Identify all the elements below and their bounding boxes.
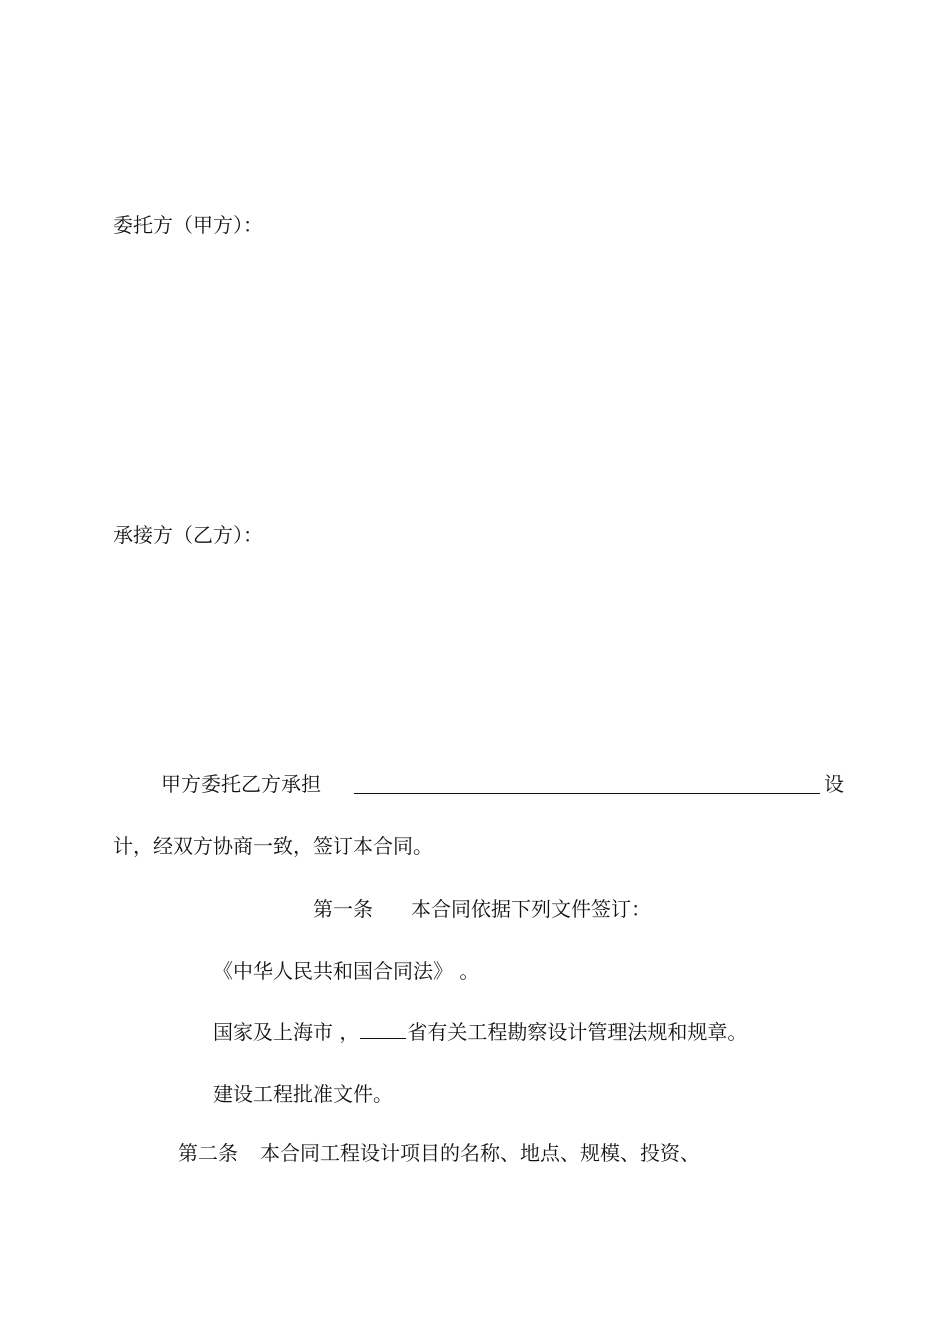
article2-number: 第二条 bbox=[178, 1141, 238, 1165]
article1-item-approval-docs: 建设工程批准文件。 bbox=[213, 1082, 393, 1106]
province-blank bbox=[360, 1020, 406, 1039]
client-party-label: 委托方（甲方）： bbox=[113, 213, 263, 237]
project-name-blank bbox=[354, 793, 820, 794]
regulations-part2: 省有关工程勘察设计管理法规和规章。 bbox=[407, 1020, 748, 1044]
article2-title: 本合同工程设计项目的名称、地点、规模、投资、 bbox=[260, 1141, 700, 1165]
intro-line1-suffix: 设 bbox=[824, 772, 844, 796]
article1-title: 本合同依据下列文件签订： bbox=[411, 897, 651, 921]
regulations-part1: 国家及上海市 ， bbox=[213, 1020, 360, 1044]
article1-item-contract-law: 《中华人民共和国合同法》 。 bbox=[213, 959, 480, 983]
article1-item-regulations bbox=[213, 1018, 747, 1046]
article2-heading bbox=[178, 1139, 700, 1167]
article1-number: 第一条 bbox=[313, 897, 373, 921]
intro-line1-prefix: 甲方委托乙方承担 bbox=[161, 772, 321, 796]
article1-heading bbox=[313, 895, 651, 923]
intro-line2: 计，经双方协商一致，签订本合同。 bbox=[113, 834, 433, 858]
contractor-party-label: 承接方（乙方）： bbox=[113, 523, 263, 547]
